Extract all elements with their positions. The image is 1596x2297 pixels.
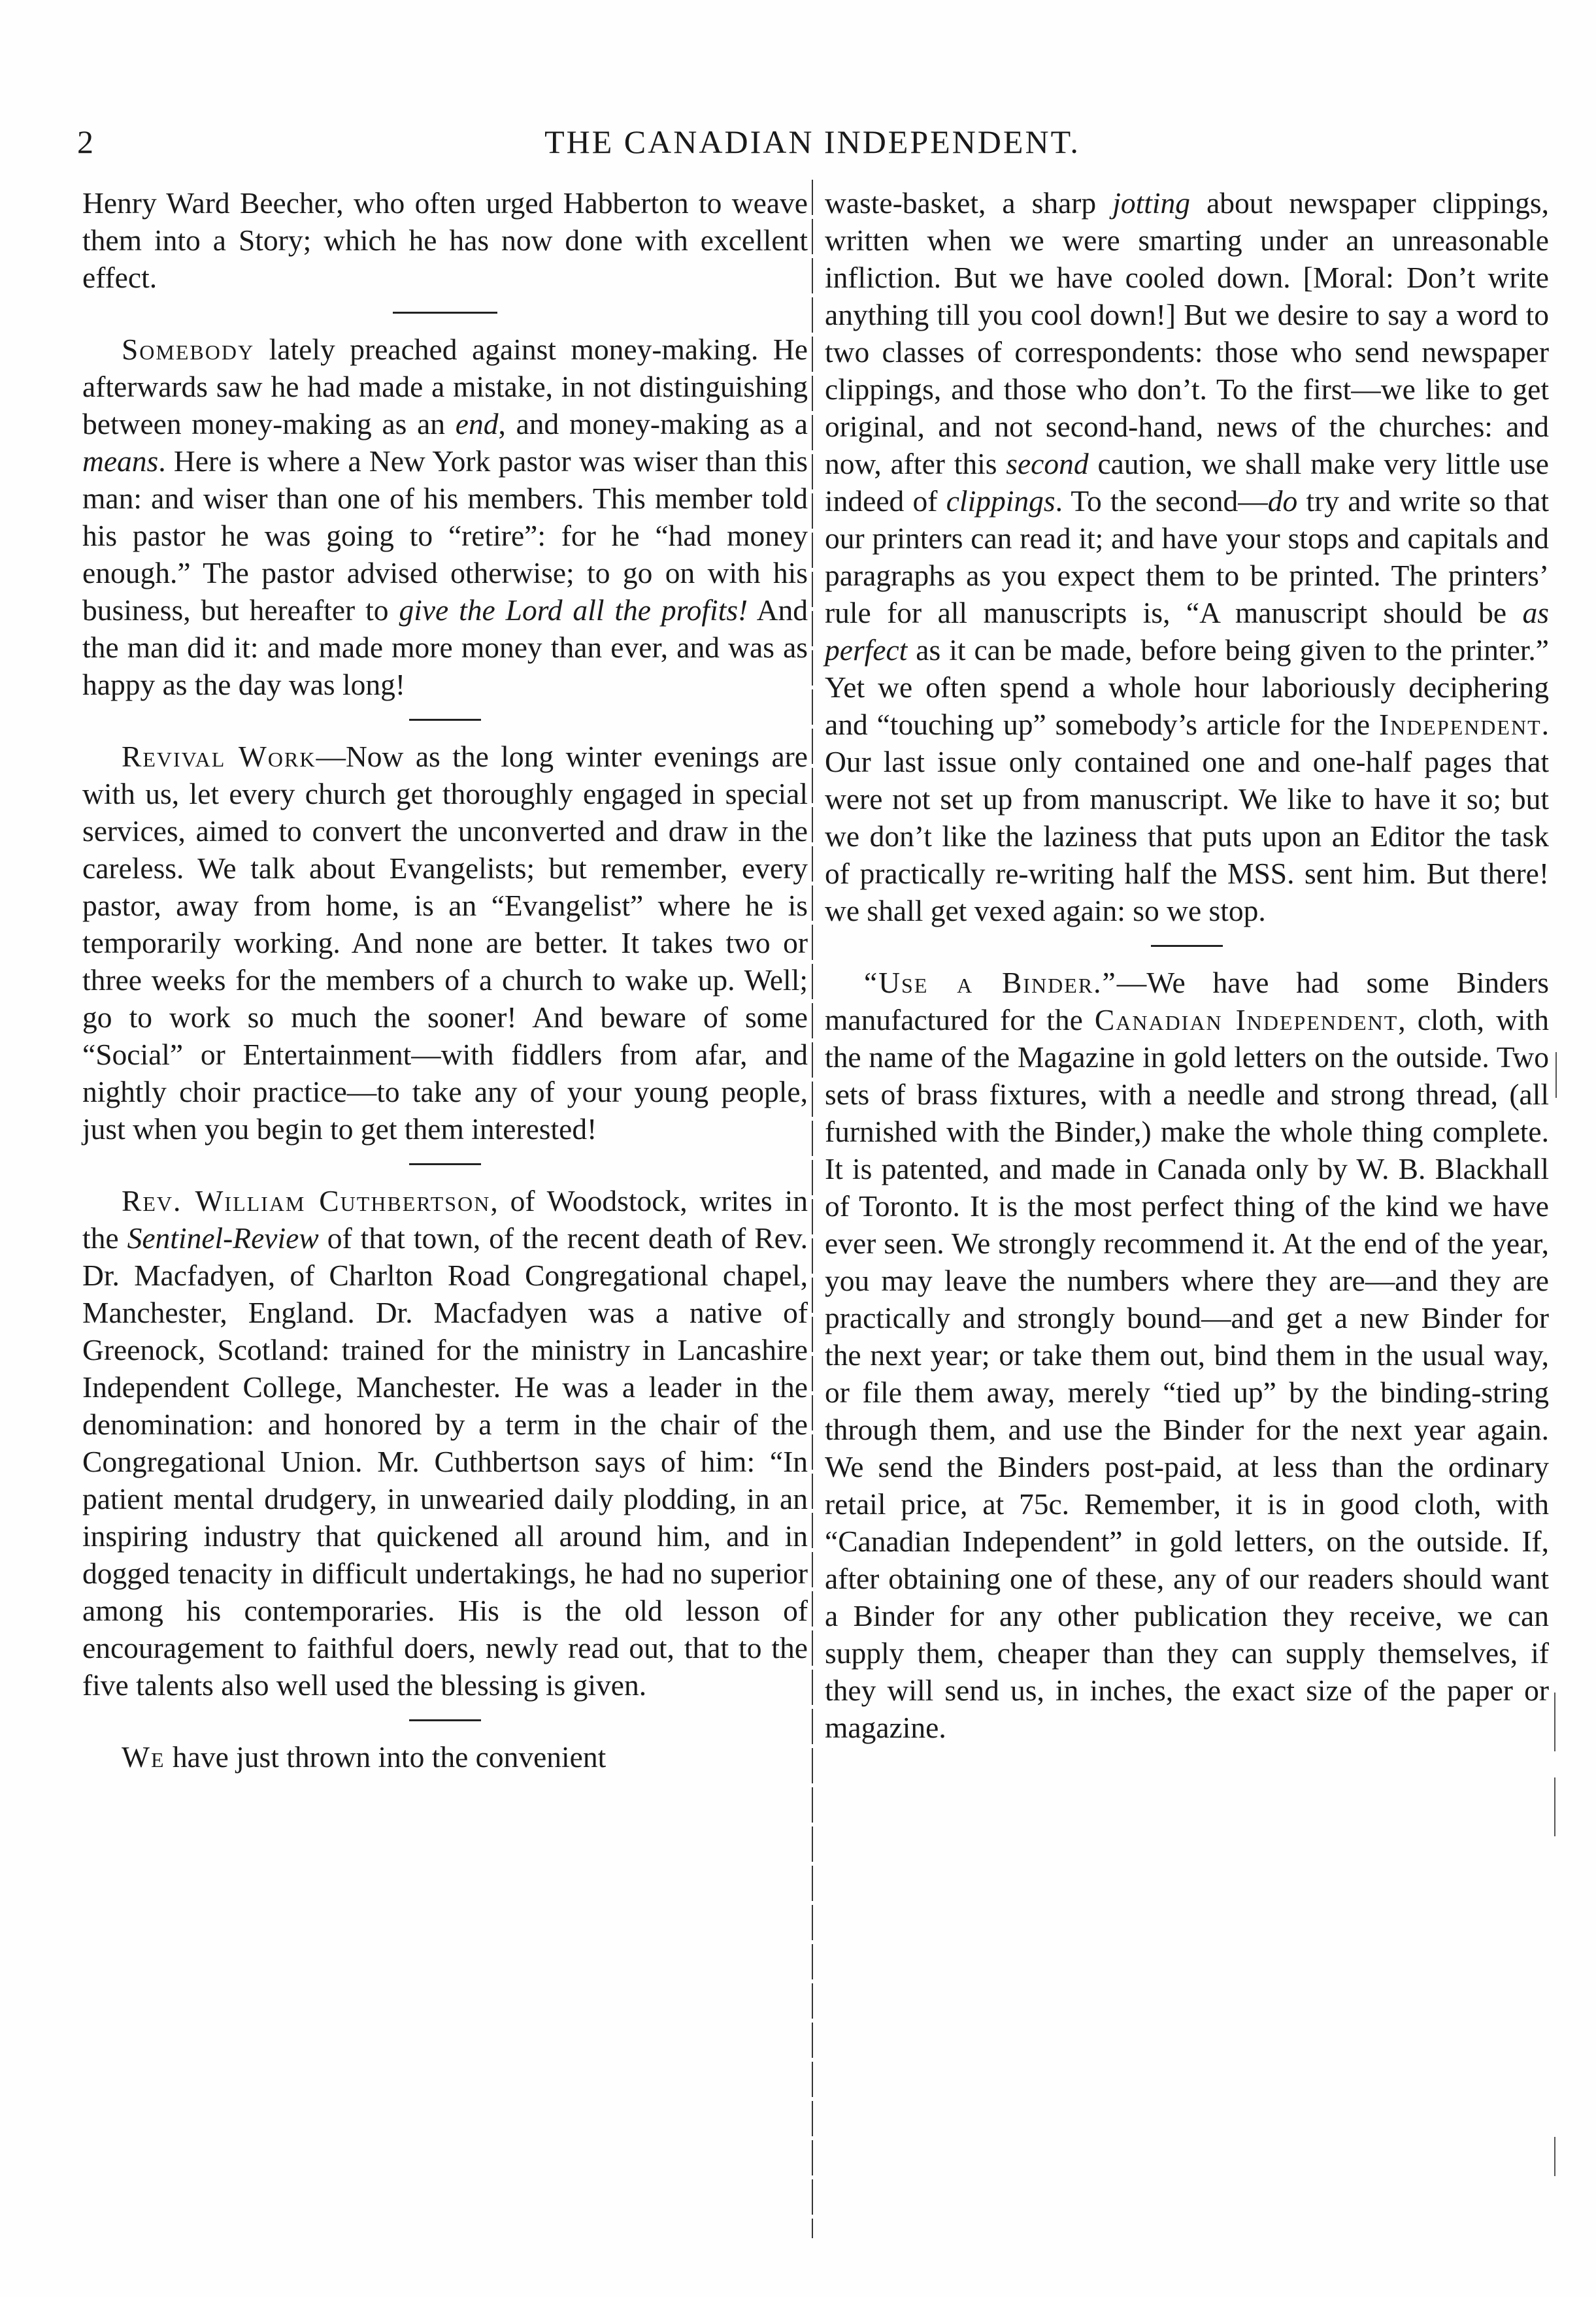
revival-work-paragraph: Revival Work—Now as the long winter evenings are with us, let every church get thoroughly engaged in special services, aimed to convert the unconverted and draw in the careless. We talk about Evangelists; but remember, every pastor, away from home, is an “Evangelist” where he is temporarily working. And none are better. It takes two or three weeks for the members of a church to wake up. Well; go to work so much the sooner! And beware of some “Social” or Entertainment—with fiddlers from afar, and nightly choir practice—to take any of your young people, just when you begin to get them interested! [82, 740, 808, 1146]
binder-paragraph: “Use a Binder.”—We have had some Binders manufactured for the Canadian Independent, cloth, with the name of the Magazine in gold letters on the outside. Two sets of brass fixtures, with a needle and strong thread, (all furnished with the Binder,) make the whole thing complete. It is patented, and made in Canada only by W. B. Blackhall of Toronto. It is the most perfect thing of the kind we have ever seen. We strongly recommend it. At the end of the year, you may leave the numbers where they are—and they are practically and strongly bound—and get a new Binder for the next year; or take them out, bind them in the usual way, or file them away, merely “tied up” by the binding-string through them, and use the Binder for the next year again. We send the Binders post-paid, at less than the ordinary retail price, at 75c. Remember, it is in good cloth, with “Canadian Independent” in gold letters, on the outside. If, after obtaining one of these, any of our readers should want a Binder for any other publication they receive, we can supply them, cheaper than they can supply themselves, if they will send us, in inches, the exact size of the paper or magazine. [825, 966, 1549, 1744]
lead-word: We [122, 1740, 165, 1774]
clippings-paragraph: waste-basket, a sharp jotting about newspaper clippings, written when we were smarting under an unreasonable infliction. But we have cooled down. [Moral: Don’t write anything till you cool down!] But we desire to say a word to two classes of correspondents: those who send newspaper clippings, and those who don’t. To the first—we like to get original, and not second-hand, news of the churches: and now, after this second caution, we shall make very little use indeed of clippings. To the second—do try and write so that our printers can read it; and have your stops and capitals and paragraphs as you expect them to be printed. The printers’ rule for all manuscripts is, “A manuscript should be as perfect as it can be made, before being given to the printer.” Yet we often spend a whole hour laboriously deciphering and “touching up” somebody’s article for the Independent. Our last issue only contained one and one-half pages that were not set up from manuscript. We like to have it so; but we don’t like the laziness that puts upon an Editor the task of practically re-writing half the MSS. sent him. But there! we shall get vexed again: so we stop. [825, 186, 1550, 927]
lead-word: Revival Work [122, 740, 316, 773]
column-divider [812, 180, 813, 2238]
margin-mark [1554, 2137, 1555, 2176]
lead-word: “Use a Binder.” [864, 966, 1117, 999]
section-rule [409, 1719, 481, 1721]
section-rule [393, 312, 497, 314]
money-making-paragraph: Somebody lately preached against money-making. He afterwards saw he had made a mistake, in not distinguishing between money-making as an end, and money-making as a means. Here is where a New York pastor was wiser than this man: and wiser than one of his members. This member told his pastor he was going to “retire”: for he “had money enough.” The pastor advised otherwise; to go on with his business, but hereafter to give the Lord all the profits! And the man did it: and made more money than ever, and was as happy as the day was long! [82, 333, 808, 701]
page-header [77, 123, 1548, 169]
section-rule [1151, 945, 1223, 947]
margin-mark [1554, 1693, 1555, 1751]
cuthbertson-paragraph: Rev. William Cuthbertson, of Woodstock, writes in the Sentinel-Review of that town, of the recent death of Rev. Dr. Macfadyen, of Charlton Road Congregational chapel, Manchester, England. Dr. Macfadyen was a native of Greenock, Scotland: trained for the ministry in Lancashire Independent College, Manchester. He was a leader in the denomination: and honored by a term in the chair of the Congregational Union. Mr. Cuthbertson says of him: “In patient mental drudgery, in unwearied daily plodding, in an inspiring industry that quickened all around him, and in dogged tenacity in difficult undertakings, he had no superior among his contemporaries. His is the old lesson of encouragement to faithful doers, newly read out, that to the five talents also well used the blessing is given. [82, 1184, 808, 1702]
waste-basket-paragraph-start: We have just thrown into the convenient [122, 1740, 607, 1774]
section-rule [409, 719, 481, 721]
lead-word: Rev. William Cuthbertson [122, 1184, 491, 1217]
margin-mark [1554, 1777, 1555, 1836]
beecher-paragraph: Henry Ward Beecher, who often urged Habberton to weave them into a Story; which he has now done with excellent effect. [82, 186, 808, 294]
right-column [825, 184, 1549, 1746]
publication-title: THE CANADIAN INDEPENDENT. [544, 124, 1080, 160]
lead-word: Somebody [122, 333, 255, 366]
margin-mark [1555, 1052, 1557, 1098]
left-column [82, 184, 808, 1776]
page-number: 2 [77, 124, 95, 160]
section-rule [409, 1163, 481, 1165]
